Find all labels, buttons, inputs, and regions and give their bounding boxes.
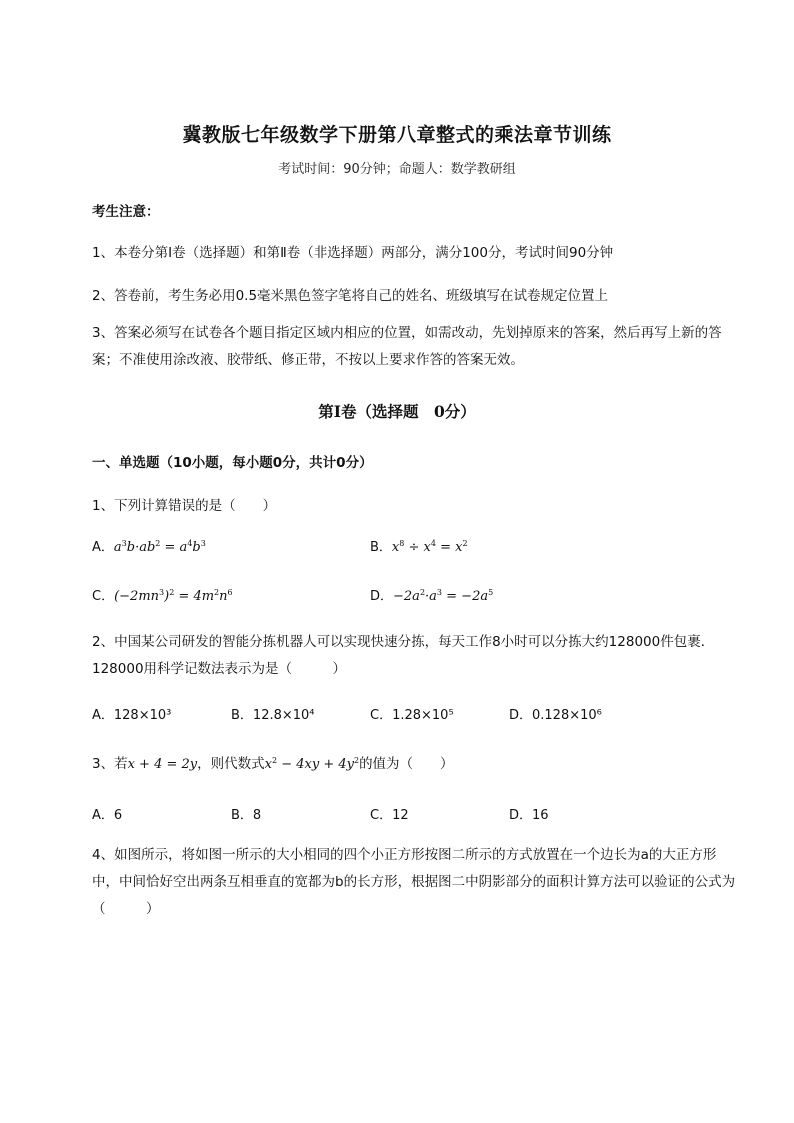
part-heading: 一、单选题（10小题，每小题0分，共计0分） (92, 455, 373, 471)
q1-option-d (370, 585, 493, 604)
q2-option-c: C．1.28×10⁵ (370, 708, 454, 723)
q2-option-b: B．12.8×10⁴ (231, 708, 315, 723)
q3-option-d: D．16 (509, 808, 549, 823)
q1-option-b-label: B． (370, 540, 392, 555)
q1-option-c-formula: $(-2mn^3)^2 = 4m^2n^6$ (114, 588, 233, 604)
q2-option-a: A．128×10³ (92, 708, 172, 723)
q1-option-c (92, 585, 233, 604)
q1-option-a-formula: $a^3b\cdot ab^2 = a^4b^3$ (113, 539, 206, 555)
q3-option-a: A．6 (92, 808, 123, 823)
exam-info: 考试时间：90分钟；命题人：数学教研组 (278, 162, 516, 177)
q3-expression-formula: $x^2 - 4xy + 4y^2$ (264, 756, 360, 772)
q3-condition-formula: x + 4 = 2y (127, 757, 198, 772)
q1-option-d-formula: $-2a^2\cdot a^3 = -2a^5$ (393, 588, 494, 604)
q3-option-b: B．8 (231, 808, 262, 823)
q3-stem-prefix: 3、若 (92, 756, 128, 772)
q3-option-c: C．12 (370, 808, 409, 823)
q1-option-b-formula: $x^8 \div x^4 = x^2$ (391, 539, 468, 555)
section-title: 第I卷（选择题 0分） (318, 402, 476, 421)
q3-stem-suffix: 的值为（ ） (359, 756, 454, 772)
question-1-stem: 1、下列计算错误的是（ ） (92, 498, 277, 514)
q1-option-a-label: A． (92, 540, 114, 555)
question-3-stem (92, 752, 454, 772)
q1-option-d-label: D． (370, 589, 394, 604)
q1-option-c-label: C． (92, 589, 115, 604)
notice-item-2: 2、答卷前，考生务必用0.5毫米黑色签字笔将自己的姓名、班级填写在试卷规定位置上 (92, 288, 609, 304)
question-4-stem: 4、如图所示，将如图一所示的大小相同的四个小正方形按图二所示的方式放置在一个边长为a的大正方形中，中间恰好空出两条互相垂直的宽都为b的长方形，根据图二中阴影部分的面积计算方法可以验证的公式为（ ） (92, 847, 736, 917)
notice-item-3: 3、答案必须写在试卷各个题目指定区域内相应的位置，如需改动，先划掉原来的答案，然后再写上新的答案；不准使用涂改液、胶带纸、修正带，不按以上要求作答的答案无效。 (92, 325, 722, 368)
question-2-stem: 2、中国某公司研发的智能分拣机器人可以实现快速分拣，每天工作8小时可以分拣大约128000件包裹．128000用科学记数法表示为是（ ） (92, 634, 715, 677)
notice-item-1: 1、本卷分第I卷（选择题）和第Ⅱ卷（非选择题）两部分，满分100分，考试时间90分钟 (92, 245, 614, 261)
q1-option-a (92, 536, 206, 555)
q1-option-b (370, 536, 468, 555)
notice-heading: 考生注意： (92, 204, 160, 220)
q2-option-d: D．0.128×10⁶ (509, 708, 602, 723)
page-title: 冀教版七年级数学下册第八章整式的乘法章节训练 (182, 124, 612, 146)
q3-stem-mid: ，则代数式 (197, 756, 265, 772)
